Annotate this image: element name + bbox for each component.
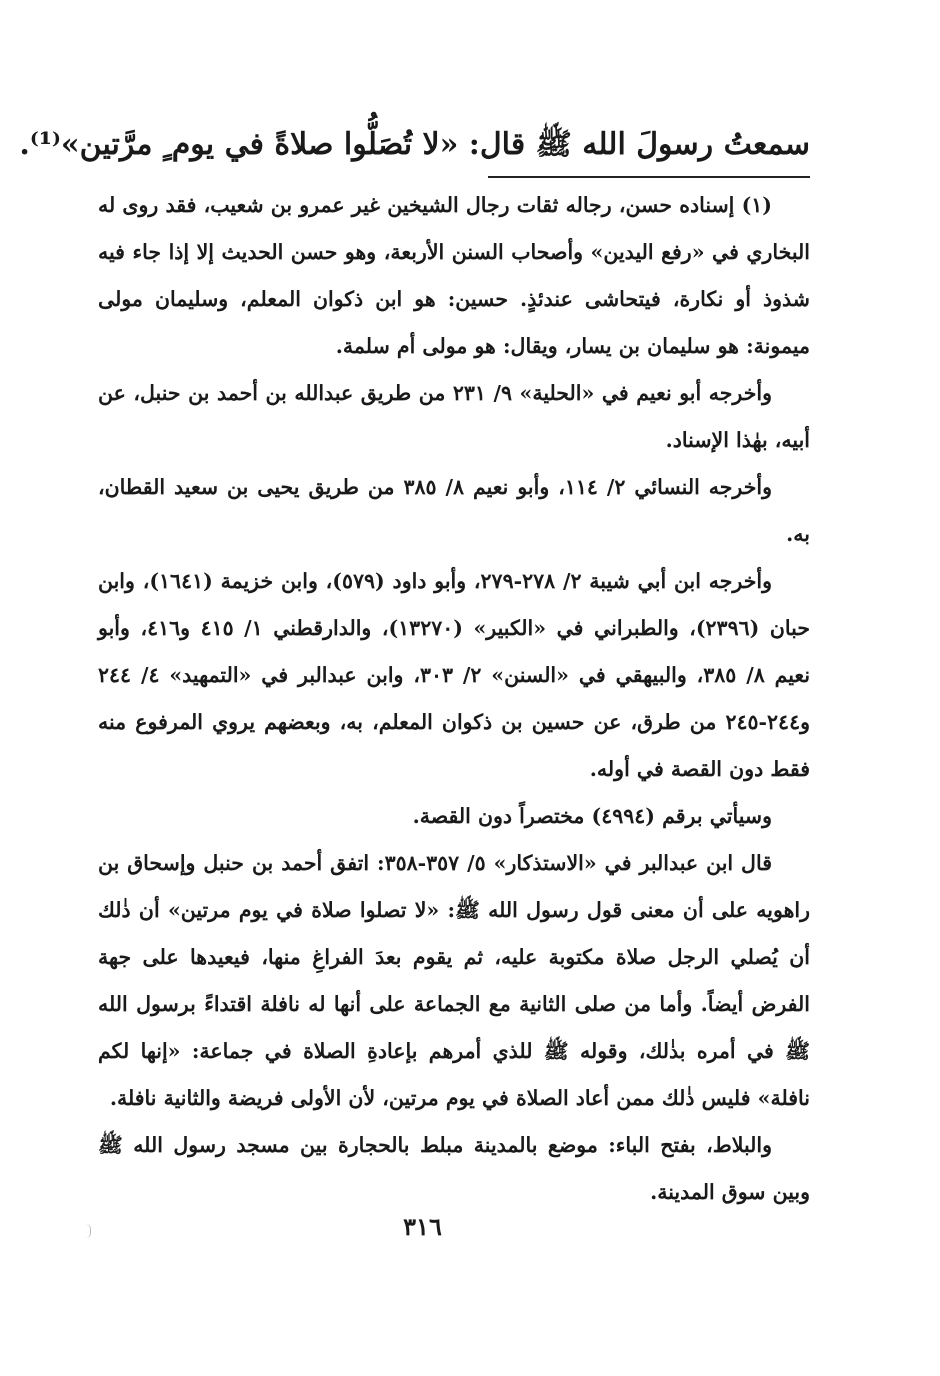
footnote-paragraph: وأخرجه النسائي ٢/ ١١٤، وأبو نعيم ٨/ ٣٨٥ من طريق يحيى بن سعيد القطان، به. (98, 475, 810, 546)
hadith-text: سمعتُ رسولَ الله ﷺ قال: «لا تُصَلُّوا صلاةً في يوم ٍ مرَّتين»⁽¹⁾. (19, 127, 810, 162)
footnote-paragraph: والبلاط، بفتح الباء: موضع بالمدينة مبلط بالحجارة بين مسجد رسول الله ﷺ وبين سوق المدينة. (98, 1133, 810, 1204)
footnote-paragraph: قال ابن عبدالبر في «الاستذكار» ٥/ ٣٥٧-٣٥٨: اتفق أحمد بن حنبل وإسحاق بن راهويه على أن معنى قول رسول الله ﷺ: «لا تصلوا صلاة في يوم مرتين» أن ذٰلك أن يُصلي الرجل صلاة مكتوبة عليه، ثم يقوم بعدَ الفراغِ منها، فيعيدها على جهة الفرض أيضاً. وأما من صلى الثانية مع الجماعة على أنها له نافلة اقتداءً برسول الله ﷺ في أمره بذٰلك، وقوله ﷺ للذي أمرهم بإعادةِ الصلاة في جماعة: «إنها لكم نافلة» فليس ذٰلك ممن أعاد الصلاة في يوم مرتين، لأن الأولى فريضة والثانية نافلة. (98, 851, 810, 1110)
footnote-separator (488, 176, 810, 178)
page-number: ٣١٦ (403, 1212, 442, 1241)
footnote-paragraph: وأخرجه أبو نعيم في «الحلية» ٩/ ٢٣١ من طريق عبدالله بن أحمد بن حنبل، عن أبيه، بهٰذا الإسناد. (98, 381, 810, 452)
footnote-paragraph: وأخرجه ابن أبي شيبة ٢/ ٢٧٨-٢٧٩، وأبو داود (٥٧٩)، وابن خزيمة (١٦٤١)، وابن حبان (٢٣٩٦)، والطبراني في «الكبير» (١٣٢٧٠)، والدارقطني ١/ ٤١٥ و٤١٦، وأبو نعيم ٨/ ٣٨٥، والبيهقي في «السنن» ٢/ ٣٠٣، وابن عبدالبر في «التمهيد» ٤/ ٢٤٤ و٢٤٤-٢٤٥ من طرق، عن حسين بن ذكوان المعلم، به، وبعضهم يروي المرفوع منه فقط دون القصة في أوله. (98, 569, 811, 781)
footnote-paragraph: وسيأتي برقم (٤٩٩٤) مختصراً دون القصة. (412, 804, 772, 828)
footnotes-section (98, 182, 810, 1216)
footnote-paragraph: (١) إسناده حسن، رجاله ثقات رجال الشيخين غير عمرو بن شعيب، فقد روى له البخاري في «رفع اليدين» وأصحاب السنن الأربعة، وهو حسن الحديث إلا إذا جاء فيه شذوذ أو نكارة، فيتحاشى عندئذٍ. حسين: هو ابن ذكوان المعلم، وسليمان مولى ميمونة: هو سليمان بن يسار، ويقال: هو مولى أم سلمة. (98, 193, 810, 358)
